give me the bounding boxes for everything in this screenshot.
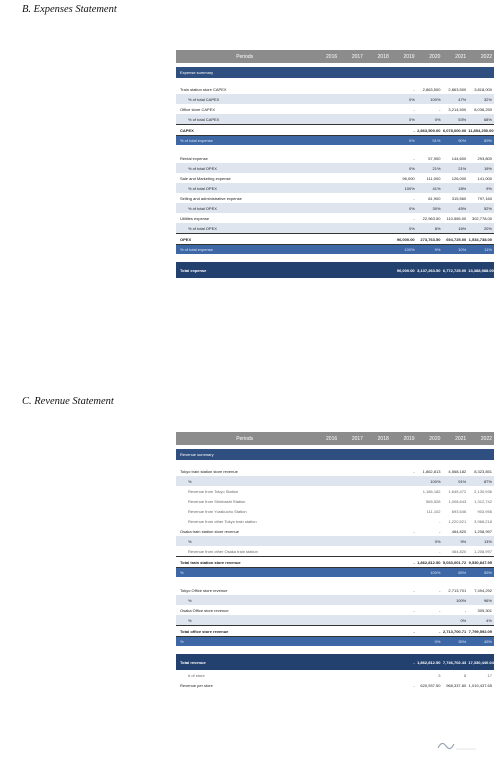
row-value: 1,008,643 bbox=[448, 498, 467, 504]
row-value: 3,818,000 bbox=[474, 86, 492, 92]
row-value: - bbox=[413, 155, 415, 161]
row-value: - bbox=[464, 607, 467, 613]
row-value: 55% bbox=[483, 570, 492, 575]
row-label: Office store CAPEX bbox=[180, 106, 216, 112]
table-row bbox=[176, 506, 494, 516]
row-value: - bbox=[413, 528, 415, 534]
summary-title bbox=[176, 449, 494, 460]
row-value: 110,565.00 bbox=[446, 215, 467, 221]
row-value: 18% bbox=[458, 185, 467, 191]
row-label: Selling and administrative expense bbox=[180, 195, 242, 201]
row-value: 21% bbox=[458, 165, 467, 171]
row-value: - bbox=[413, 559, 415, 565]
table-row bbox=[176, 114, 494, 124]
row-label: Tokyo train station store revenue bbox=[180, 468, 238, 474]
row-value: 0% bbox=[460, 617, 467, 623]
row-value: 797,160 bbox=[477, 195, 492, 201]
row-value: 9% bbox=[434, 247, 441, 252]
header-year: 2021 bbox=[455, 53, 467, 60]
row-value: 96,000 bbox=[402, 175, 415, 181]
header-year: 2016 bbox=[326, 53, 338, 60]
header-year: 2019 bbox=[403, 53, 415, 60]
row-value: 4% bbox=[486, 617, 492, 623]
row-value: 21% bbox=[432, 165, 441, 171]
row-value: 464,820 bbox=[451, 548, 467, 554]
row-value: 1,862,812.50 bbox=[417, 559, 441, 565]
row-value: 96,000.00 bbox=[396, 267, 415, 273]
row-value: 1,645,472 bbox=[448, 488, 467, 494]
row-value: - bbox=[413, 195, 415, 201]
total-row bbox=[176, 625, 494, 637]
row-value: 126,000 bbox=[451, 175, 467, 181]
total-row bbox=[176, 556, 494, 568]
header-year: 2017 bbox=[351, 435, 363, 442]
row-value: 1,312,742 bbox=[474, 498, 492, 504]
table-row bbox=[176, 486, 494, 496]
row-value: 6,772,725.00 bbox=[442, 267, 467, 273]
row-value: 302,778.00 bbox=[471, 215, 492, 221]
row-value: 5,033,001.72 bbox=[442, 559, 467, 565]
table-row bbox=[176, 84, 494, 94]
row-value: 315,560 bbox=[451, 195, 467, 201]
header-year: 2017 bbox=[351, 53, 363, 60]
row-value: 65% bbox=[458, 570, 467, 575]
row-value: 9% bbox=[486, 185, 492, 191]
row-value: 1,208,997 bbox=[474, 528, 492, 534]
row-value: 9,530,847.95 bbox=[468, 559, 492, 565]
row-label: # of store bbox=[188, 672, 205, 678]
row-value: 0% bbox=[434, 116, 441, 122]
row-label: % bbox=[188, 538, 192, 544]
header-year: 2016 bbox=[326, 435, 338, 442]
row-value: 464,820 bbox=[451, 528, 467, 534]
table-row bbox=[176, 104, 494, 114]
summary-title-label: Expense summary bbox=[180, 70, 214, 75]
row-value: 87% bbox=[483, 478, 492, 484]
row-value: 96% bbox=[483, 597, 492, 603]
row-value: 47% bbox=[458, 96, 467, 102]
row-value: 3 bbox=[438, 672, 441, 678]
row-value: 694,725.00 bbox=[446, 236, 467, 242]
row-label: Total train station store revenue bbox=[180, 559, 241, 565]
row-label: % of total expense bbox=[180, 138, 213, 143]
row-value: 2,863,500.00 bbox=[417, 127, 441, 133]
row-label: Revenue per store bbox=[180, 682, 213, 688]
expenses-table bbox=[176, 50, 494, 278]
table-row bbox=[176, 466, 494, 476]
row-label: % of total OPEX bbox=[188, 165, 217, 171]
row-value: - bbox=[439, 607, 441, 613]
row-label: Revenue from other Tokyo train station bbox=[188, 518, 257, 524]
row-value: 30% bbox=[432, 205, 441, 211]
row-label: Osaka Office store revenue bbox=[180, 607, 229, 613]
header-year: 2021 bbox=[455, 435, 467, 442]
row-value: 22,963.50 bbox=[422, 215, 441, 221]
row-value: 1,019,437.65 bbox=[468, 682, 492, 688]
row-value: 7,799,592.09 bbox=[468, 628, 492, 634]
row-value: 0% bbox=[408, 138, 415, 143]
row-value: 32% bbox=[483, 96, 492, 102]
header-periods-label: Periods bbox=[236, 435, 254, 442]
row-value: 20% bbox=[483, 225, 492, 231]
row-label: Utilities expense bbox=[180, 215, 210, 221]
row-value: 96,000.00 bbox=[396, 236, 415, 242]
row-label: Revenue from other Osaka train station bbox=[188, 548, 258, 554]
row-value: - bbox=[413, 659, 415, 665]
table-row bbox=[176, 595, 494, 605]
row-value: - bbox=[413, 628, 415, 634]
row-value: - bbox=[413, 106, 415, 112]
row-value: 1,220,521 bbox=[448, 518, 467, 524]
spacer bbox=[176, 145, 494, 153]
header-year: 2020 bbox=[429, 435, 441, 442]
row-value: 0% bbox=[409, 225, 415, 231]
header-year: 2020 bbox=[429, 53, 441, 60]
row-value: 111,000 bbox=[426, 175, 441, 181]
row-value: 3,137,263.50 bbox=[417, 267, 441, 273]
row-label: Osaka train station store revenue bbox=[180, 528, 239, 534]
row-value: 16% bbox=[458, 225, 467, 231]
row-value: 13% bbox=[483, 538, 492, 544]
header-year: 2022 bbox=[480, 435, 493, 442]
row-value: 100% bbox=[430, 96, 441, 102]
row-value: 100% bbox=[404, 185, 415, 191]
row-value: 620,937.50 bbox=[420, 682, 441, 688]
row-value: 0% bbox=[409, 165, 415, 171]
logo-icon bbox=[434, 738, 478, 752]
row-value: - bbox=[439, 628, 441, 634]
table-row bbox=[176, 136, 494, 145]
header-periods-label: Periods bbox=[236, 53, 254, 60]
row-value: 0% bbox=[409, 96, 415, 102]
row-value: 7,494,292 bbox=[474, 587, 492, 593]
table-row bbox=[176, 546, 494, 556]
table-header bbox=[176, 432, 494, 445]
row-value: 57,900 bbox=[428, 155, 441, 161]
row-value: 1,862,812.50 bbox=[417, 659, 441, 665]
row-value: 0% bbox=[434, 538, 441, 544]
table-row bbox=[176, 193, 494, 203]
row-value: - bbox=[413, 607, 415, 613]
table-row bbox=[176, 153, 494, 163]
header-year: 2018 bbox=[377, 435, 389, 442]
row-value: 52% bbox=[483, 205, 492, 211]
row-value: - bbox=[413, 468, 415, 474]
row-label: % bbox=[180, 639, 184, 644]
revenue-table bbox=[176, 432, 494, 690]
row-value: 0% bbox=[409, 116, 415, 122]
row-value: 100% bbox=[456, 597, 467, 603]
row-value: - bbox=[439, 106, 441, 112]
row-label: % bbox=[188, 478, 192, 484]
row-value: 1,862,813 bbox=[422, 468, 441, 474]
row-value: 565,528 bbox=[426, 498, 441, 504]
row-value: 0% bbox=[434, 639, 441, 644]
row-value: 7,746,702.43 bbox=[442, 659, 467, 665]
row-label: % bbox=[188, 617, 192, 623]
expenses-heading: B. Expenses Statement bbox=[22, 4, 117, 15]
row-label: % of total OPEX bbox=[188, 185, 217, 191]
row-value: 90% bbox=[458, 138, 467, 143]
row-value: 8 bbox=[464, 672, 467, 678]
watermark-logo bbox=[434, 738, 478, 752]
row-value: 68% bbox=[483, 116, 492, 122]
row-value: 41% bbox=[432, 185, 441, 191]
row-value: 293,800 bbox=[477, 155, 492, 161]
row-value: 8% bbox=[434, 225, 441, 231]
header-year: 2022 bbox=[480, 53, 493, 60]
row-value: 89% bbox=[483, 138, 492, 143]
summary-title bbox=[176, 67, 494, 78]
table-row bbox=[176, 605, 494, 615]
row-value: 968,337.80 bbox=[446, 682, 467, 688]
table-row bbox=[176, 173, 494, 183]
row-label: % of total CAPEX bbox=[188, 116, 220, 122]
row-value: 8,323,851 bbox=[474, 468, 492, 474]
table-row bbox=[176, 680, 494, 690]
row-value: 8,036,250 bbox=[474, 106, 492, 112]
row-label: Rental expense bbox=[180, 155, 208, 161]
row-value: 693,546 bbox=[451, 508, 467, 514]
row-value: 273,763.50 bbox=[420, 236, 441, 242]
row-value: 903,956 bbox=[477, 508, 492, 514]
table-header bbox=[176, 50, 494, 63]
table-row bbox=[176, 496, 494, 506]
row-value: 11,854,250.00 bbox=[468, 127, 494, 133]
row-value: 91% bbox=[458, 478, 467, 484]
row-value: 17,330,440.04 bbox=[468, 659, 494, 665]
spacer bbox=[176, 646, 494, 654]
spacer bbox=[176, 254, 494, 262]
row-value: 2,863,500 bbox=[422, 86, 441, 92]
row-value: 2,713,701 bbox=[448, 587, 467, 593]
table-row bbox=[176, 615, 494, 625]
row-value: 19% bbox=[483, 165, 492, 171]
table-row bbox=[176, 526, 494, 536]
row-value: 3,214,500 bbox=[448, 106, 467, 112]
row-value: 1,208,997 bbox=[474, 548, 492, 554]
table-row bbox=[176, 94, 494, 104]
row-value: 4,568,182 bbox=[448, 468, 467, 474]
row-value: 53% bbox=[458, 116, 467, 122]
row-value: 35% bbox=[458, 639, 467, 644]
row-value: 305,301 bbox=[477, 607, 492, 613]
row-value: - bbox=[413, 127, 415, 133]
row-label: Revenue from Tokyo Station bbox=[188, 488, 239, 494]
row-value: - bbox=[439, 587, 441, 593]
row-value: 1,534,738.00 bbox=[468, 236, 492, 242]
row-value: 91% bbox=[432, 138, 441, 143]
row-value: 45% bbox=[483, 639, 492, 644]
row-label: % of total expense bbox=[180, 247, 213, 252]
table-row bbox=[176, 568, 494, 577]
row-label: Total revenue bbox=[180, 659, 206, 665]
table-row bbox=[176, 476, 494, 486]
total-row bbox=[176, 124, 494, 136]
row-value: - bbox=[439, 518, 441, 524]
row-value: 100% bbox=[430, 570, 441, 575]
row-label: Sale and Marketing expense bbox=[180, 175, 231, 181]
table-row bbox=[176, 213, 494, 223]
table-row bbox=[176, 163, 494, 173]
table-row bbox=[176, 516, 494, 526]
row-value: 6,078,000.00 bbox=[442, 127, 467, 133]
row-value: 3,968,218 bbox=[474, 518, 492, 524]
row-value: - bbox=[413, 86, 415, 92]
row-value: 81,900 bbox=[428, 195, 441, 201]
table-row bbox=[176, 203, 494, 213]
row-label: % of total CAPEX bbox=[188, 96, 220, 102]
row-value: - bbox=[439, 528, 441, 534]
row-value: 13,388,988.00 bbox=[468, 267, 494, 273]
row-value: 141,000 bbox=[477, 175, 492, 181]
row-label: Total expense bbox=[180, 267, 207, 273]
row-value: 9% bbox=[460, 538, 467, 544]
table-row bbox=[176, 183, 494, 193]
row-label: % bbox=[180, 570, 184, 575]
row-label: CAPEX bbox=[180, 127, 194, 133]
row-label: Revenue from Yurakucho Station bbox=[188, 508, 247, 514]
row-value: 0% bbox=[409, 205, 415, 211]
row-value: - bbox=[413, 682, 415, 688]
row-value: 2,863,500 bbox=[448, 86, 467, 92]
row-label: Tokyo Office store revenue bbox=[180, 587, 228, 593]
row-label: % of total OPEX bbox=[188, 205, 217, 211]
row-label: OPEX bbox=[180, 236, 192, 242]
row-value: 1,186,182 bbox=[422, 488, 441, 494]
grand-total-row bbox=[176, 654, 494, 670]
table-row bbox=[176, 245, 494, 254]
row-value: 17 bbox=[487, 672, 492, 678]
table-row bbox=[176, 670, 494, 680]
header-year: 2018 bbox=[377, 53, 389, 60]
table-row bbox=[176, 223, 494, 233]
spacer bbox=[176, 577, 494, 585]
row-value: 144,600 bbox=[451, 155, 467, 161]
row-value: 45% bbox=[458, 205, 467, 211]
row-value: 111,102 bbox=[426, 508, 441, 514]
row-value: - bbox=[413, 215, 415, 221]
row-value: 100% bbox=[404, 247, 415, 252]
grand-total-row bbox=[176, 262, 494, 278]
summary-title-label: Revenue summary bbox=[180, 452, 214, 457]
table-row bbox=[176, 536, 494, 546]
row-value: 2,713,700.71 bbox=[442, 628, 467, 634]
row-label: Train station store CAPEX bbox=[180, 86, 227, 92]
row-label: % of total OPEX bbox=[188, 225, 217, 231]
row-value: 10% bbox=[458, 247, 467, 252]
row-value: - bbox=[439, 548, 441, 554]
table-row bbox=[176, 585, 494, 595]
revenue-heading: C. Revenue Statement bbox=[22, 396, 114, 407]
row-label: Revenue from Shinbashi Station bbox=[188, 498, 246, 504]
row-value: 2,130,936 bbox=[474, 488, 492, 494]
row-value: - bbox=[413, 587, 415, 593]
table-row bbox=[176, 637, 494, 646]
row-label: Total office store revenue bbox=[180, 628, 229, 634]
total-row bbox=[176, 233, 494, 245]
row-label: % bbox=[188, 597, 192, 603]
header-year: 2019 bbox=[403, 435, 415, 442]
row-value: 100% bbox=[430, 478, 441, 484]
row-value: 11% bbox=[484, 247, 492, 252]
